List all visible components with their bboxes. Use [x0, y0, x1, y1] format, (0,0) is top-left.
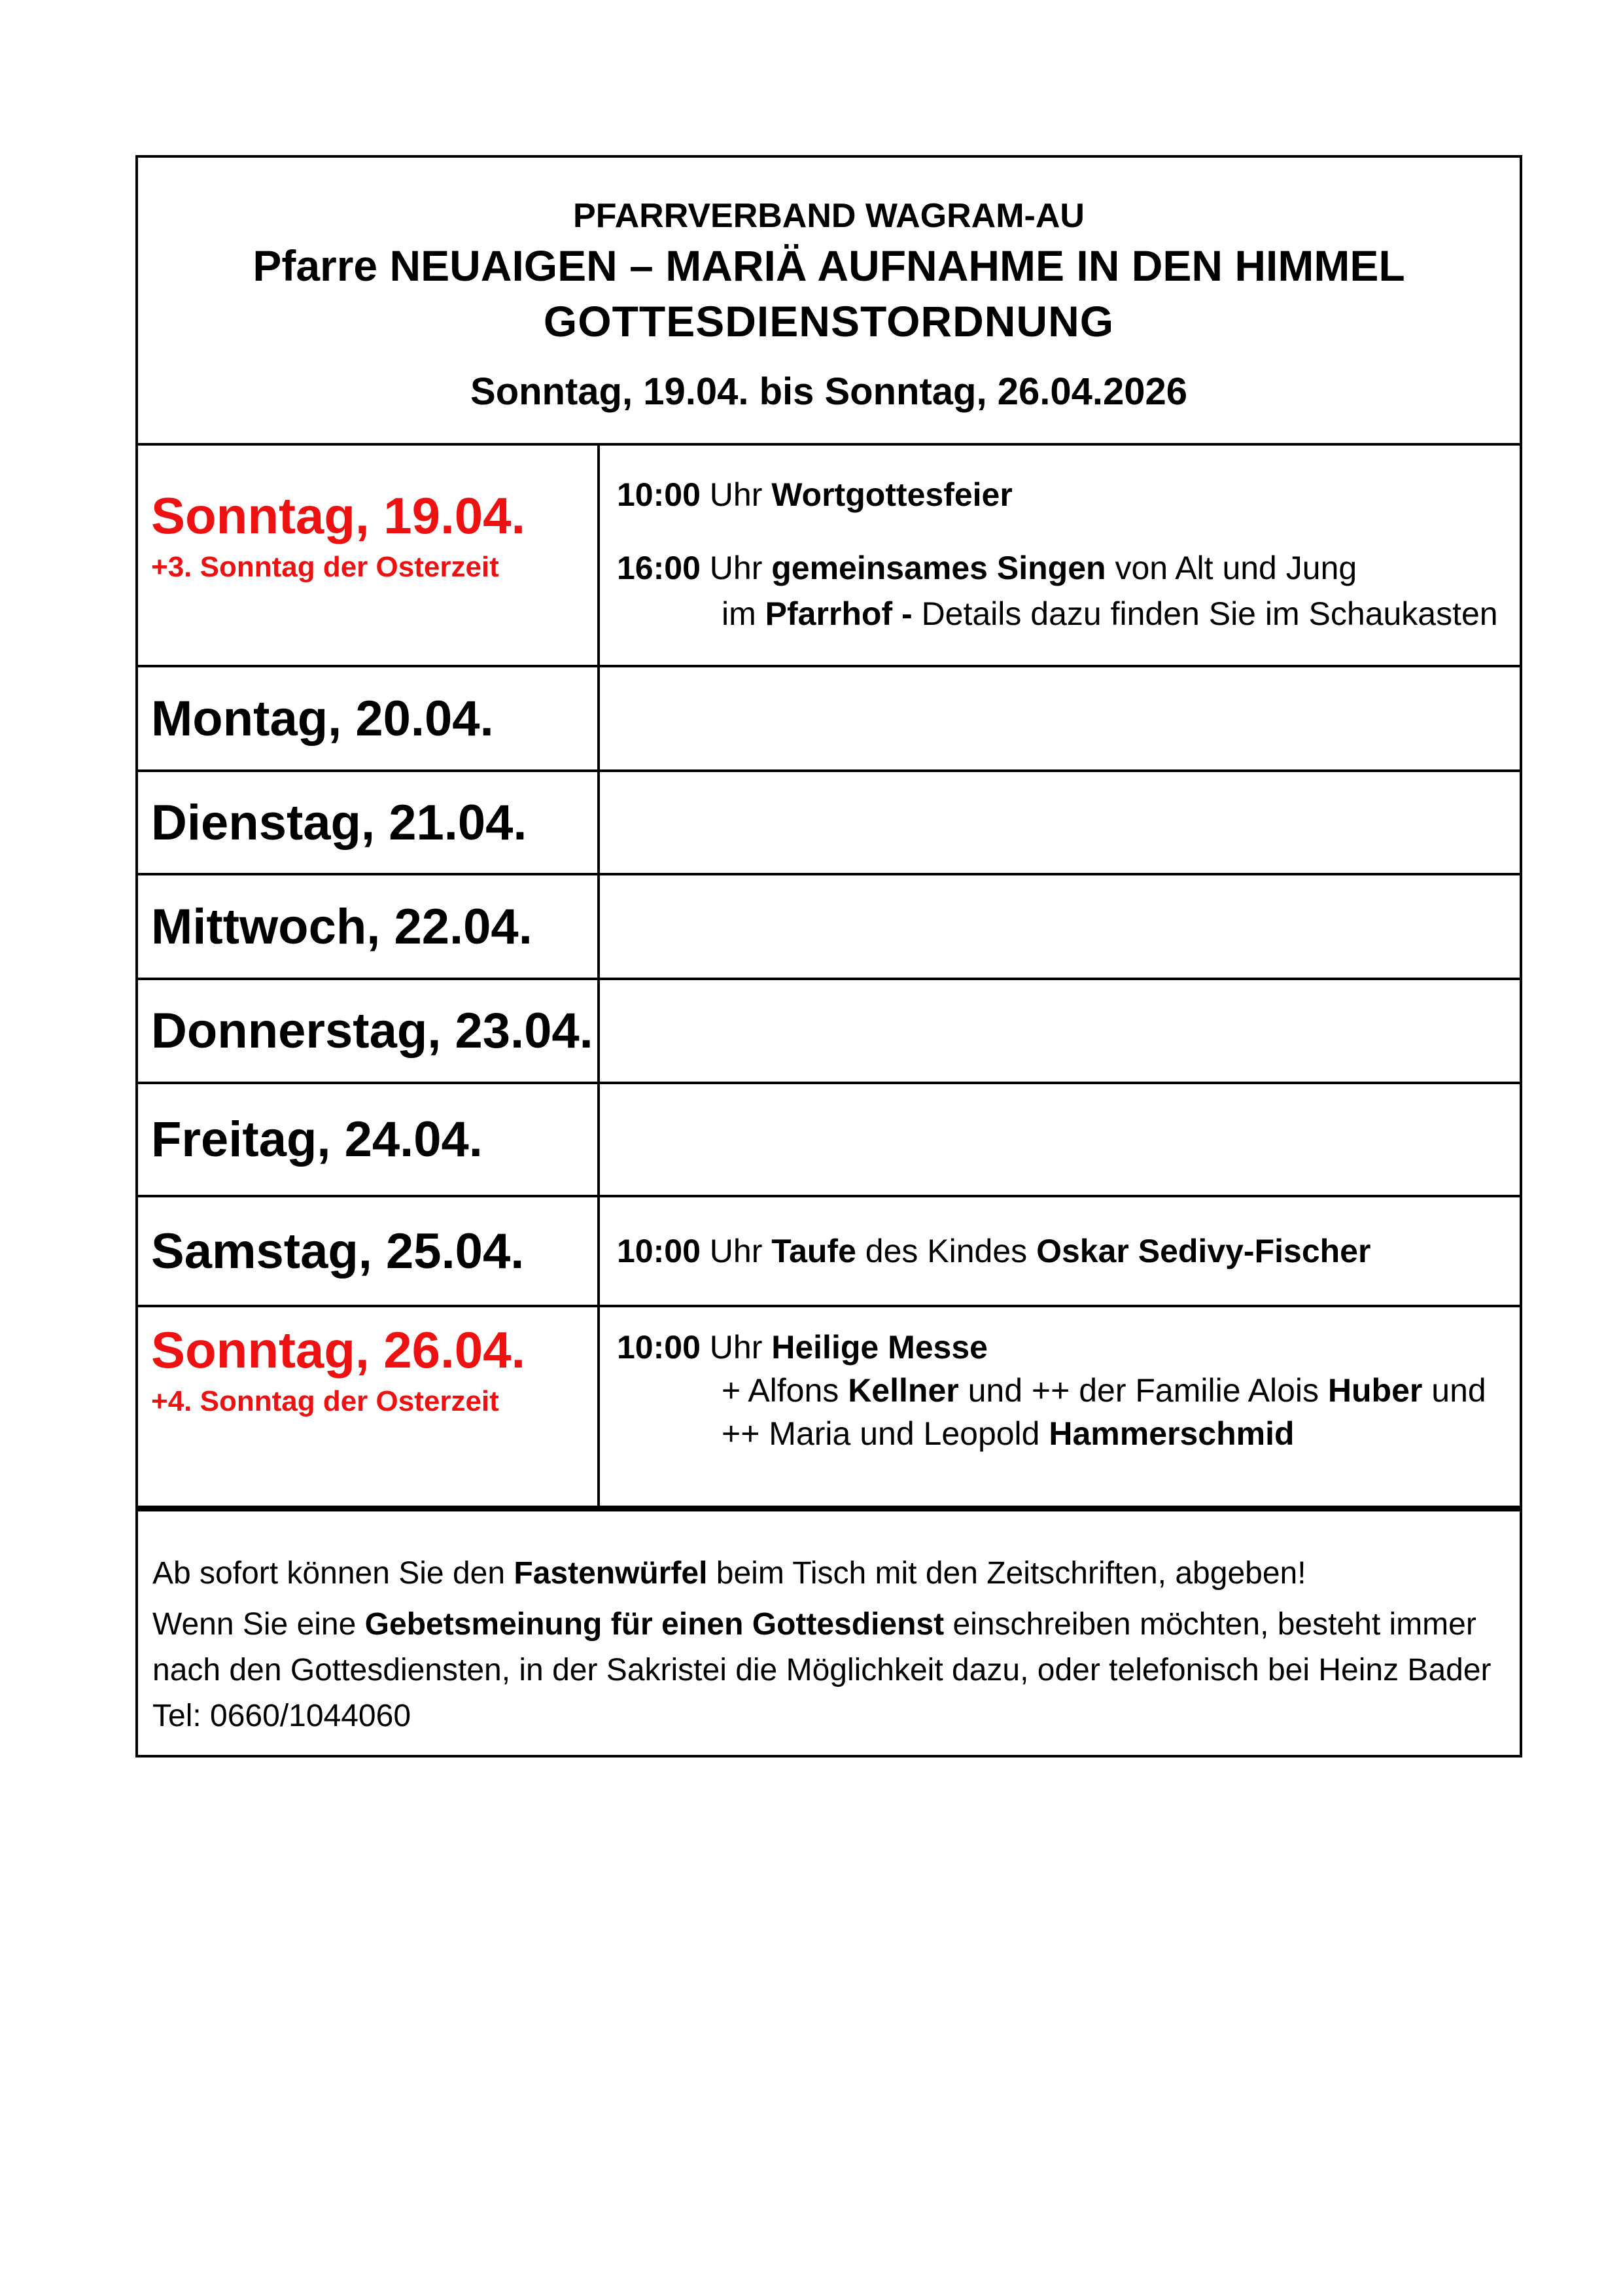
- day-label: Dienstag, 21.04.: [151, 794, 527, 851]
- text-bold: gemeinsames Singen: [771, 550, 1106, 586]
- text-regular: und: [1422, 1372, 1486, 1409]
- day-label: Mittwoch, 22.04.: [151, 898, 532, 955]
- text-bold: Kellner: [848, 1372, 959, 1409]
- text-regular: ++ Maria und Leopold: [722, 1415, 1049, 1452]
- text-regular: Ab sofort können Sie den: [152, 1556, 514, 1591]
- text-bold: 10:00: [617, 1233, 701, 1269]
- text-regular: Uhr: [700, 550, 772, 586]
- schedule-row: [138, 446, 1520, 667]
- text-regular: und ++ der Familie Alois: [958, 1372, 1328, 1409]
- day-label: Sonntag, 26.04.: [151, 1321, 526, 1379]
- schedule-row: [138, 1307, 1520, 1511]
- header-doc-title: GOTTESDIENSTORDNUNG: [543, 297, 1115, 345]
- text-bold: 16:00: [617, 550, 701, 586]
- day-cell: [138, 772, 600, 873]
- text-regular: Wenn Sie eine: [152, 1607, 365, 1642]
- text-regular: + Alfons: [722, 1372, 848, 1409]
- text-regular: einschreiben möchten, besteht immer nach den Gottesdiensten, in der Sakristei die Möglichkeit dazu, oder telefonisch bei Heinz Bader Tel: 0660/1044060: [152, 1607, 1492, 1733]
- text-regular: Details dazu finden Sie im Schaukasten: [921, 595, 1498, 632]
- service-cell: [600, 772, 1520, 873]
- service-cell: [600, 980, 1520, 1082]
- notes-paragraph: [152, 1551, 1500, 1597]
- day-cell: [138, 980, 600, 1082]
- table-header: [138, 158, 1520, 446]
- day-cell: [138, 667, 600, 769]
- service-line: [617, 472, 1520, 518]
- schedule-row: [138, 1197, 1520, 1307]
- schedule-row: [138, 875, 1520, 980]
- text-regular: Uhr: [700, 476, 772, 513]
- day-label: Freitag, 24.04.: [151, 1112, 483, 1167]
- service-cell: [600, 1084, 1520, 1195]
- text-regular: des Kindes: [856, 1233, 1037, 1269]
- day-cell: [138, 875, 600, 978]
- day-label: Donnerstag, 23.04.: [151, 1003, 593, 1059]
- schedule-table: [135, 155, 1522, 1757]
- day-label: Montag, 20.04.: [151, 690, 494, 747]
- text-bold: 10:00: [617, 1329, 701, 1366]
- schedule-row: [138, 772, 1520, 875]
- day-cell: [138, 1084, 600, 1195]
- schedule-row: [138, 1084, 1520, 1197]
- text-regular: Uhr: [700, 1233, 772, 1269]
- service-cell: [600, 1197, 1520, 1305]
- service-cell: [600, 1307, 1520, 1506]
- day-cell: [138, 1307, 600, 1506]
- service-line: [617, 591, 1520, 637]
- day-cell: [138, 446, 600, 665]
- text-bold: Heilige Messe: [771, 1329, 988, 1366]
- notes-paragraph: [152, 1602, 1500, 1739]
- day-sublabel: +4. Sonntag der Osterzeit: [151, 1385, 499, 1417]
- service-cell: [600, 667, 1520, 769]
- text-regular: Uhr: [700, 1329, 772, 1366]
- service-line: [617, 545, 1520, 591]
- service-cell: [600, 875, 1520, 978]
- service-line: [617, 1412, 1520, 1455]
- text-bold: Gebetsmeinung für einen Gottesdienst: [364, 1607, 945, 1642]
- service-line: [617, 1228, 1520, 1274]
- schedule-row: [138, 667, 1520, 772]
- day-label: Samstag, 25.04.: [151, 1223, 525, 1279]
- text-bold: Hammerschmid: [1049, 1415, 1295, 1452]
- text-regular: beim Tisch mit den Zeitschriften, abgeben!: [707, 1556, 1306, 1591]
- header-parish-title: Pfarre NEUAIGEN – MARIÄ AUFNAHME IN DEN HIMMEL: [253, 241, 1405, 290]
- schedule-rows: [138, 446, 1520, 1511]
- text-bold: Huber: [1327, 1372, 1423, 1409]
- text-bold: Taufe: [771, 1233, 856, 1269]
- text-bold: Pfarrhof -: [765, 595, 922, 632]
- service-line: [617, 1369, 1520, 1412]
- text-bold: Oskar Sedivy-Fischer: [1036, 1233, 1371, 1269]
- service-cell: [600, 446, 1520, 665]
- day-label: Sonntag, 19.04.: [151, 487, 526, 544]
- day-cell: [138, 1197, 600, 1305]
- text-regular: im: [722, 595, 765, 632]
- schedule-row: [138, 980, 1520, 1084]
- text-bold: Wortgottesfeier: [771, 476, 1013, 513]
- notes-section: [138, 1511, 1520, 1755]
- header-date-range: Sonntag, 19.04. bis Sonntag, 26.04.2026: [470, 370, 1187, 413]
- header-organisation: PFARRVERBAND WAGRAM-AU: [573, 197, 1085, 235]
- day-sublabel: +3. Sonntag der Osterzeit: [151, 551, 499, 583]
- service-line: [617, 1326, 1520, 1369]
- text-regular: von Alt und Jung: [1106, 550, 1357, 586]
- text-bold: Fastenwürfel: [514, 1556, 708, 1591]
- text-bold: 10:00: [617, 476, 701, 513]
